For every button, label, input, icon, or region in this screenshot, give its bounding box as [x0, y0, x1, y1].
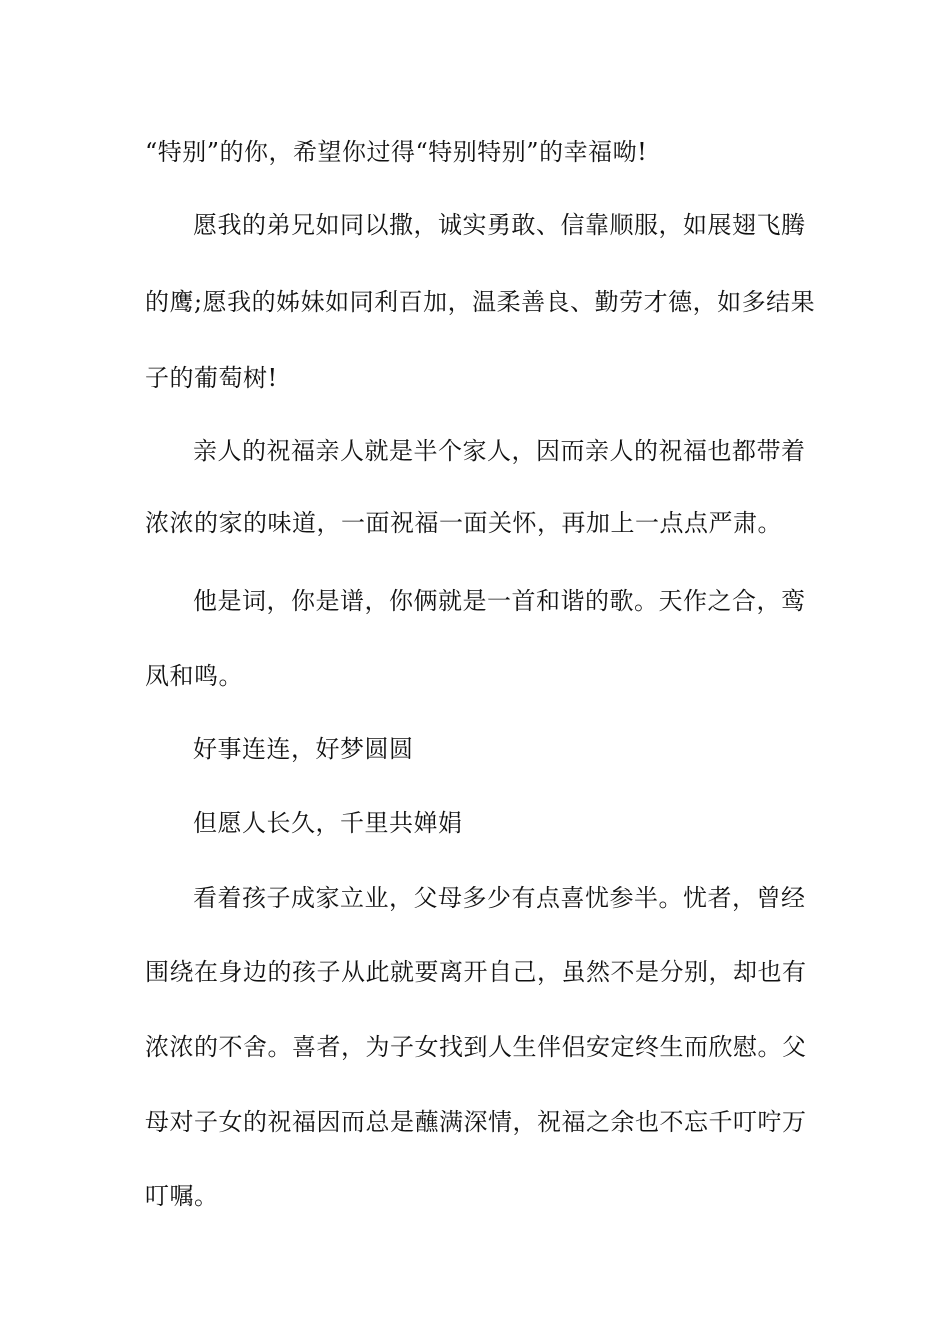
paragraph-start-line: 他是词，你是谱，你俩就是一首和谐的歌。天作之合，鸾	[193, 587, 806, 615]
text-line: 子的葡萄树!	[145, 364, 278, 392]
paragraph-start-line: 但愿人长久，千里共婵娟	[193, 809, 463, 837]
text-line: 凤和鸣。	[145, 662, 243, 690]
text-line: “特别”的你，希望你过得“特别特别”的幸福呦!	[145, 138, 648, 166]
paragraph-start-line: 好事连连，好梦圆圆	[193, 735, 414, 763]
text-line: 的鹰;愿我的姊妹如同利百加，温柔善良、勤劳才德，如多结果	[145, 288, 816, 316]
paragraph-start-line: 看着孩子成家立业，父母多少有点喜忧参半。忧者，曾经	[193, 884, 806, 912]
text-line: 母对子女的祝福因而总是蘸满深情，祝福之余也不忘千叮咛万	[145, 1108, 807, 1136]
text-line: 围绕在身边的孩子从此就要离开自己，虽然不是分别，却也有	[145, 958, 807, 986]
text-line: 叮嘱。	[145, 1182, 219, 1210]
paragraph-start-line: 亲人的祝福亲人就是半个家人，因而亲人的祝福也都带着	[193, 437, 806, 465]
paragraph-start-line: 愿我的弟兄如同以撒，诚实勇敢、信靠顺服，如展翅飞腾	[193, 211, 806, 239]
text-line: 浓浓的家的味道，一面祝福一面关怀，再加上一点点严肃。	[145, 509, 782, 537]
text-line: 浓浓的不舍。喜者，为子女找到人生伴侣安定终生而欣慰。父	[145, 1033, 807, 1061]
